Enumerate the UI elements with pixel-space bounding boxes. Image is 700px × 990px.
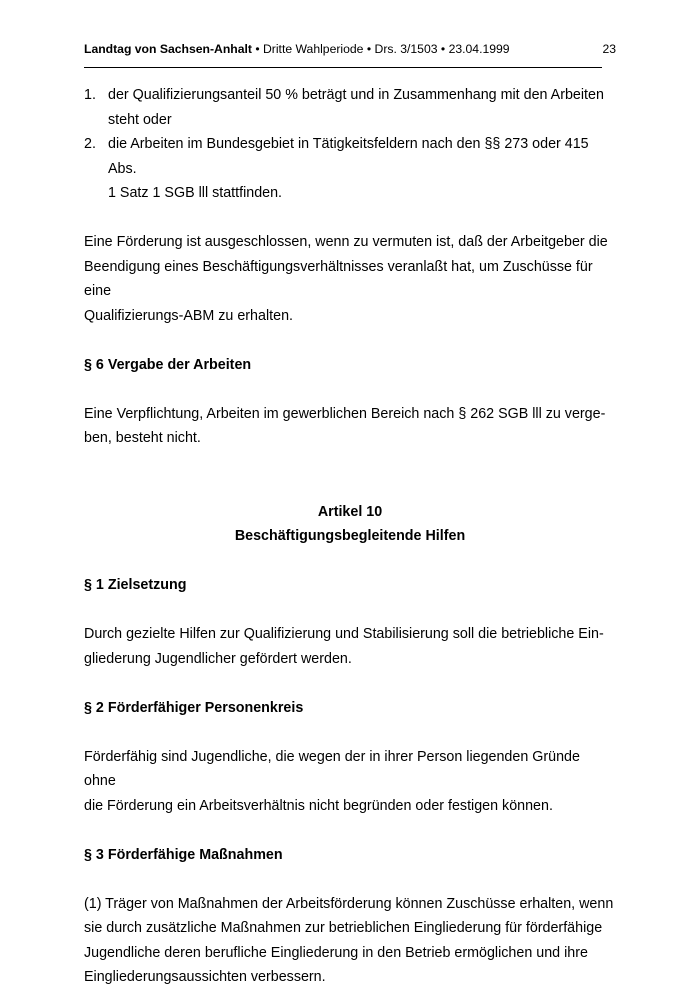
list-item-number: 1. (84, 87, 96, 103)
section-3-heading: § 3 Förderfähige Maßnahmen (84, 846, 283, 863)
article-number: Artikel 10 (317, 503, 383, 520)
header-period: Dritte Wahlperiode (262, 42, 364, 56)
section-2-heading: § 2 Förderfähiger Personenkreis (84, 699, 304, 716)
section-2-paragraph (84, 745, 614, 819)
paragraph-line: Förderfähig sind Jugendliche, die wegen der in ihrer Person liegenden Gründe ohne (84, 748, 580, 789)
header-date: 23.04.1999 (448, 42, 510, 56)
list-item-text-line: steht oder (108, 111, 172, 128)
list-item (84, 83, 614, 132)
paragraph-line: Durch gezielte Hilfen zur Qualifizierung und Stabilisierung soll die betriebliche Ein- (84, 626, 604, 642)
exclusion-paragraph (84, 230, 614, 328)
header-doc-number: Drs. 3/1503 (374, 42, 438, 56)
header-divider (84, 67, 602, 68)
section-1-paragraph (84, 622, 614, 671)
list-item (84, 132, 614, 206)
list-item-text-line: die Arbeiten im Bundesgebiet in Tätigkeitsfeldern nach den §§ 273 oder 415 Abs. (108, 136, 589, 177)
section-6-heading: § 6 Vergabe der Arbeiten (84, 356, 252, 373)
page-header (84, 41, 616, 57)
header-institution: Landtag von Sachsen-Anhalt (84, 42, 252, 56)
document-body (84, 83, 614, 990)
paragraph-line: Jugendliche deren berufliche Eingliederung in den Betrieb ermöglichen und ihre (84, 944, 588, 961)
section-6-paragraph (84, 402, 614, 451)
paragraph-line: Eingliederungsaussichten verbessern. (84, 969, 326, 985)
paragraph-line: die Förderung ein Arbeitsverhältnis nicht begründen oder festigen können. (84, 797, 553, 814)
paragraph-line: gliederung Jugendlicher gefördert werden. (84, 650, 352, 667)
paragraph-line: Eine Förderung ist ausgeschlossen, wenn zu vermuten ist, daß der Arbeitgeber die (84, 234, 608, 250)
header-separator: • (251, 42, 263, 56)
paragraph-line: (1) Träger von Maßnahmen der Arbeitsförderung können Zuschüsse erhalten, wenn (84, 895, 614, 912)
list-item-text-line: 1 Satz 1 SGB lll stattfinden. (108, 185, 283, 201)
section-1-heading: § 1 Zielsetzung (84, 577, 187, 593)
list-item-text-line: der Qualifizierungsanteil 50 % beträgt und in Zusammenhang mit den Arbeiten (108, 87, 604, 103)
paragraph-line: sie durch zusätzliche Maßnahmen zur betrieblichen Eingliederung für förderfähige (84, 920, 603, 936)
header-separator: • (437, 42, 449, 56)
paragraph-line: Qualifizierungs-ABM zu erhalten. (84, 307, 293, 324)
article-title: Beschäftigungsbegleitende Hilfen (234, 528, 466, 544)
section-3-paragraph (84, 892, 614, 990)
header-separator: • (363, 42, 375, 56)
page-number: 23 (602, 42, 616, 56)
paragraph-line: ben, besteht nicht. (84, 430, 201, 446)
paragraph-line: Eine Verpflichtung, Arbeiten im gewerblichen Bereich nach § 262 SGB lll zu verge- (84, 405, 606, 422)
paragraph-line: Beendigung eines Beschäftigungsverhältnisses veranlaßt hat, um Zuschüsse für eine (84, 258, 593, 299)
list-item-number: 2. (84, 136, 96, 152)
